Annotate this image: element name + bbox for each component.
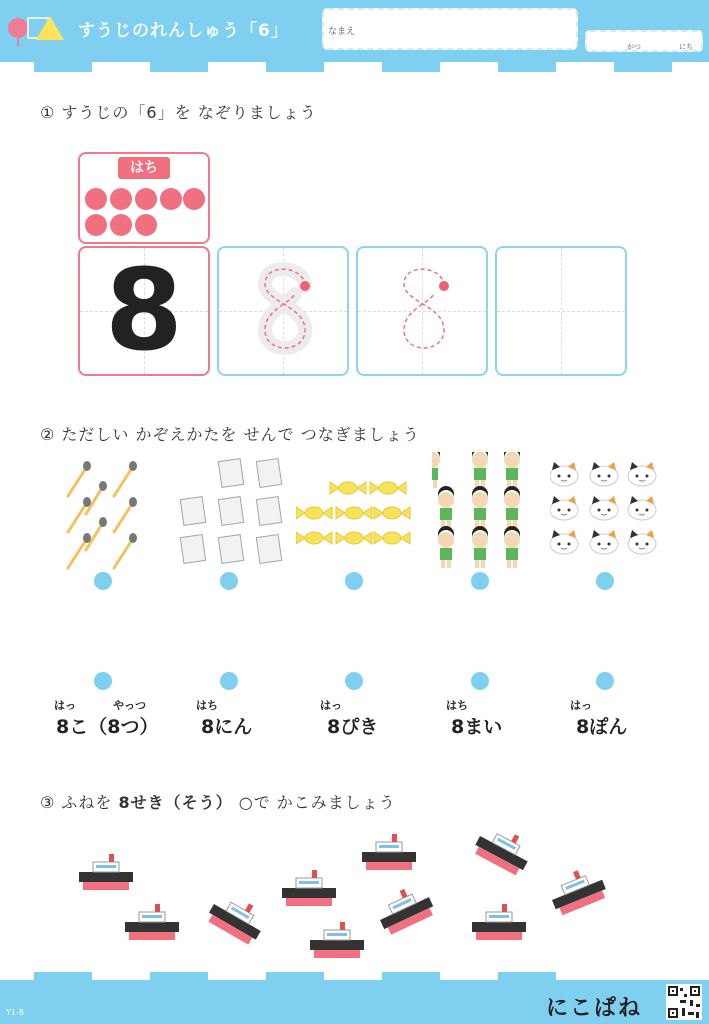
answer-3-label: 8ぴき (327, 716, 379, 738)
ship-icon (310, 922, 364, 958)
month-label: がつ (627, 43, 641, 51)
section3-heading-suffix: ○で かこみましょう (232, 793, 396, 812)
answer-1-label: 8こ（8つ） (56, 716, 159, 738)
worksheet-code: Y1-8 (6, 1008, 24, 1017)
page-title: すうじのれんしゅう「6」 (78, 21, 289, 41)
answer-5-furigana: はっ (570, 699, 592, 712)
ship-icon (282, 870, 336, 906)
answer-5-label: 8ぽん (576, 716, 628, 738)
ship-icon (79, 854, 133, 890)
section2-heading: ② ただしい かぞえかたを せんで つなぎましょう (40, 425, 420, 444)
footer-tabs (0, 972, 709, 980)
brand-logo: にこぱね (546, 996, 643, 1021)
answer-1-furigana: はっ (54, 699, 76, 712)
day-label: にち (679, 43, 693, 51)
ship-icon (362, 834, 416, 870)
answer-4-label: 8まい (451, 716, 503, 738)
ship-icon (125, 904, 179, 940)
section3-heading-bold: 8せき（そう） (118, 793, 233, 812)
ship-icon (472, 904, 526, 940)
answer-2-furigana: はち (196, 699, 218, 712)
answer-3-furigana: はっ (320, 699, 342, 712)
section3-heading-prefix: ③ ふねを (40, 793, 119, 812)
qr-code-icon (666, 984, 702, 1020)
name-label: なまえ (328, 27, 356, 37)
answer-4-furigana: はち (446, 699, 468, 712)
reading-badge: はち (118, 157, 170, 179)
section1-heading: ① すうじの「6」を なぞりましょう (40, 103, 317, 122)
answer-1-furigana-right: やっつ (113, 699, 146, 712)
model-digit: 8 (105, 246, 183, 376)
answer-2-label: 8にん (201, 716, 253, 738)
